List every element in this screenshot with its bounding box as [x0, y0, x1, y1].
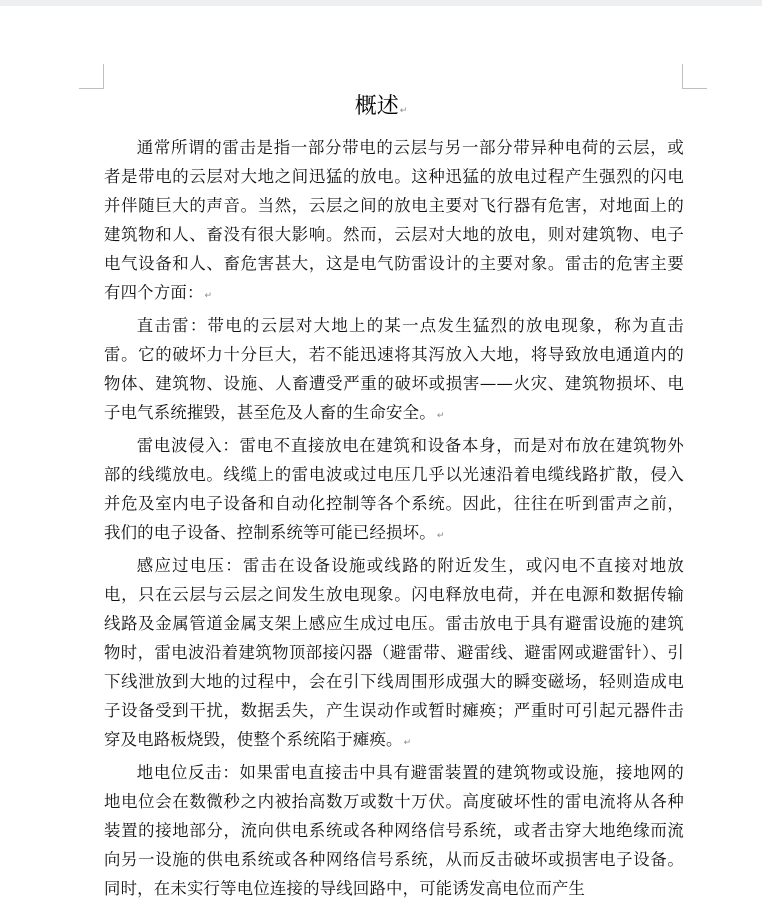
paragraph-lightning-wave-intrusion	[104, 431, 684, 551]
paragraph-intro	[104, 133, 684, 311]
paragraph-mark-icon: ↵	[436, 531, 445, 541]
margin-corner-top-left	[79, 64, 104, 89]
paragraph-text: 雷电波侵入：雷电不直接放电在建筑和设备本身，而是对布放在建筑物外部的线缆放电。线缆上的雷电波或过电压几乎以光速沿着电缆线路扩散，侵入并危及室内电子设备和自动化控制等各个系统。因此，往往在听到雷声之前，我们的电子设备、控制系统等可能已经损坏。	[104, 436, 684, 542]
paragraph-ground-potential-counterattack	[104, 758, 684, 903]
paragraph-text: 感应过电压：雷击在设备设施或线路的附近发生，或闪电不直接对地放电，只在云层与云层之间发生放电现象。闪电释放电荷，并在电源和数据传输线路及金属管道金属支架上感应生成过电压。雷击放电于具有避雷设施的建筑物时，雷电波沿着建筑物顶部接闪器（避雷带、避雷线、避雷网或避雷针）、引下线泄放到大地的过程中，会在引下线周围形成强大的瞬变磁场，轻则造成电子设备受到干扰，数据丢失，产生误动作或暂时瘫痪；严重时可引起元器件击穿及电路板烧毁，使整个系统陷于瘫痪。	[104, 556, 684, 749]
paragraph-mark-icon: ↵	[436, 411, 445, 421]
paragraph-mark-icon: ↵	[399, 106, 408, 116]
title-text: 概述	[354, 94, 399, 119]
paragraph-induced-overvoltage	[104, 551, 684, 758]
paragraph-direct-lightning	[104, 311, 684, 431]
paragraph-text: 地电位反击：如果雷电直接击中具有避雷装置的建筑物或设施，接地网的地电位会在数微秒之内被抬高数万或数十万伏。高度破坏性的雷电流将从各种装置的接地部分，流向供电系统或各种网络信号系统，或者击穿大地绝缘而流向另一设施的供电系统或各种网络信号系统，从而反击破坏或损害电子设备。同时，在未实行等电位连接的导线回路中，可能诱发高电位而产生	[104, 763, 684, 898]
paragraph-text: 通常所谓的雷击是指一部分带电的云层与另一部分带异种电荷的云层，或者是带电的云层对大地之间迅猛的放电。这种迅猛的放电过程产生强烈的闪电并伴随巨大的声音。当然，云层之间的放电主要对飞行器有危害，对地面上的建筑物和人、畜没有很大影响。然而，云层对大地的放电，则对建筑物、电子电气设备和人、畜危害甚大，这是电气防雷设计的主要对象。雷击的危害主要有四个方面：	[104, 138, 684, 302]
paragraph-mark-icon: ↵	[403, 738, 412, 748]
paragraph-mark-icon: ↵	[204, 291, 213, 301]
paragraph-text: 直击雷：带电的云层对大地上的某一点发生猛烈的放电现象，称为直击雷。它的破坏力十分巨大，若不能迅速将其泻放入大地，将导致放电通道内的物体、建筑物、设施、人畜遭受严重的破坏或损害——火灾、建筑物损坏、电子电气系统摧毁，甚至危及人畜的生命安全。	[104, 316, 684, 422]
document-body[interactable]	[104, 133, 684, 903]
margin-corner-top-right	[682, 64, 707, 89]
document-title	[0, 92, 762, 126]
